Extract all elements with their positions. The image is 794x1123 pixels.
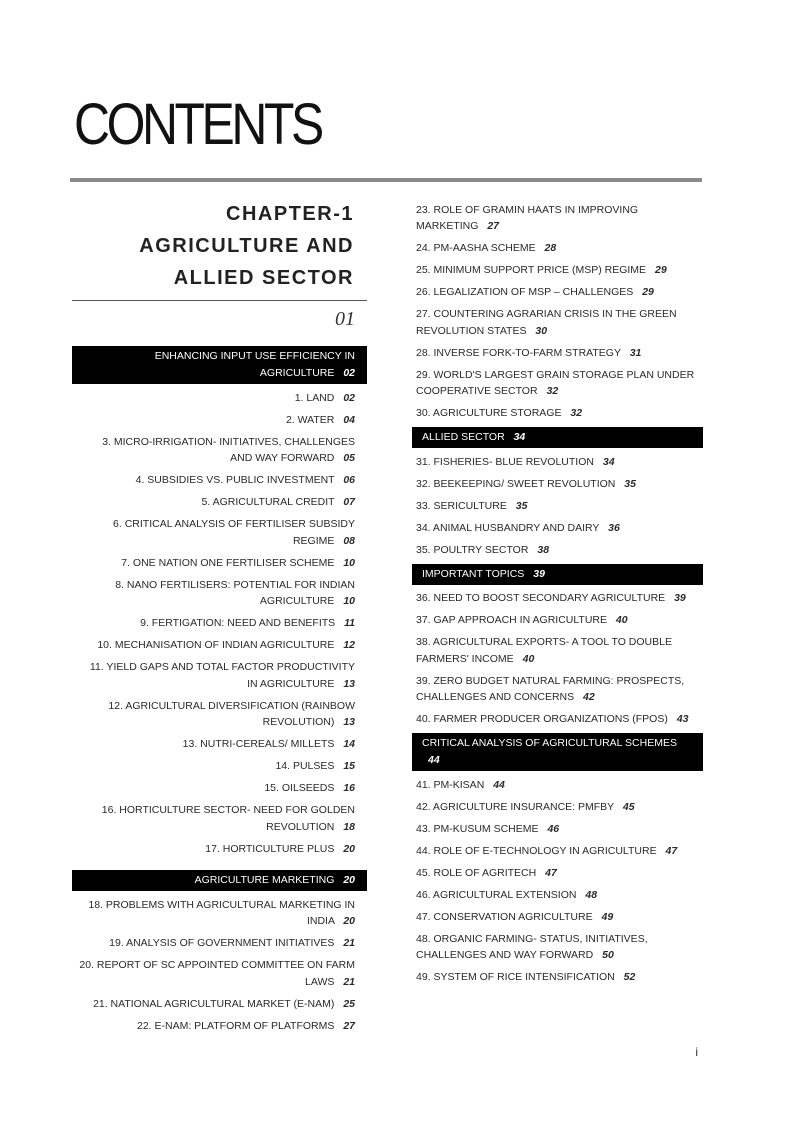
page-number: 18 [343,820,355,833]
entry-title: 37. GAP APPROACH IN AGRICULTURE [416,614,607,626]
toc-entry[interactable] [412,843,703,860]
toc-entry[interactable] [72,758,367,775]
entry-title: 34. ANIMAL HUSBANDRY AND DAIRY [416,521,600,534]
toc-entry[interactable] [72,577,367,610]
page-number: 39 [533,567,545,580]
entry-title: 3. MICRO-IRRIGATION- INITIATIVES, CHALLENGES AND WAY FORWARD [102,435,355,464]
toc-entry[interactable] [412,454,703,471]
page-number: 11 [344,617,355,629]
toc-section-header[interactable] [72,870,367,891]
page-number: 50 [602,949,614,961]
entry-title: 40. FARMER PRODUCER ORGANIZATIONS (FPOS) [416,713,668,725]
page-number: 13 [343,716,355,728]
page-number: 35 [515,499,528,512]
entry-title: 32. BEEKEEPING/ SWEET REVOLUTION [416,477,616,490]
entry-title: 4. SUBSIDIES VS. PUBLIC INVESTMENT [135,474,335,486]
toc-entry[interactable] [412,909,703,926]
page-number: 44 [428,754,440,766]
page-number: 04 [343,413,355,426]
toc-entry[interactable] [412,262,703,279]
toc-left-column [72,198,367,1040]
toc-entry[interactable] [412,634,703,667]
entry-title: 46. AGRICULTURAL EXTENSION [416,888,577,901]
entry-title: 22. E-NAM: PLATFORM OF PLATFORMS [137,1019,335,1032]
entry-title: 44. ROLE OF E-TECHNOLOGY IN AGRICULTURE [416,844,657,857]
page-number: 12 [343,639,355,651]
toc-entry[interactable] [412,590,703,607]
entry-title: 36. NEED TO BOOST SECONDARY AGRICULTURE [416,592,666,604]
page-number: 29 [654,264,667,276]
entry-title: 25. MINIMUM SUPPORT PRICE (MSP) REGIME [416,264,647,276]
page-number: 02 [343,367,355,379]
section-title: ALLIED SECTOR [422,431,505,443]
toc-entry[interactable] [412,367,703,400]
toc-left-list [72,346,367,1034]
page-number: 40 [522,652,535,665]
page-number: 05 [343,452,355,464]
entry-title: 12. AGRICULTURAL DIVERSIFICATION (RAINBOW REVOLUTION) [108,699,355,728]
toc-entry[interactable] [412,612,703,629]
toc-entry[interactable] [72,659,367,692]
entry-title: 30. AGRICULTURE STORAGE [416,407,562,419]
page-number: 36 [608,521,620,534]
entry-title: 33. SERICULTURE [416,499,507,512]
chapter-rule [72,300,367,301]
page-number: 30 [535,324,548,337]
page-number: 15 [343,760,355,772]
page-heading: CONTENTS [74,92,321,157]
toc-entry[interactable] [72,957,367,990]
toc-entry[interactable] [72,637,367,654]
page-number: 46 [547,822,560,835]
page-number: 45 [622,800,635,813]
toc-entry[interactable] [72,780,367,797]
page-number: 27 [487,220,500,232]
toc-entry[interactable] [412,799,703,816]
entry-title: 14. PULSES [275,760,335,772]
toc-entry[interactable] [412,405,703,422]
entry-title: 39. ZERO BUDGET NATURAL FARMING: PROSPECTS, CHALLENGES AND CONCERNS [416,674,685,703]
toc-entry[interactable] [412,345,703,362]
entry-title: 28. INVERSE FORK-TO-FARM STRATEGY [416,346,621,359]
page-number: 34 [602,455,615,468]
toc-entry[interactable] [72,516,367,549]
entry-title: 18. PROBLEMS WITH AGRICULTURAL MARKETING IN INDIA [88,898,355,927]
page-number: 32 [546,385,559,397]
page-number: 34 [513,431,526,443]
entry-title: 42. AGRICULTURE INSURANCE: PMFBY [416,800,614,813]
toc-entry[interactable] [412,520,703,537]
entry-title: 41. PM-KISAN [416,778,485,791]
page-number: 14 [343,738,355,750]
chapter-number: CHAPTER-1 [226,203,354,225]
chapter-page-number: 01 [335,308,355,330]
page-number: 52 [623,971,636,983]
page-number: 39 [674,592,686,604]
page-number: 49 [601,910,614,923]
section-title: ENHANCING INPUT USE EFFICIENCY IN AGRICULTURE [154,350,355,379]
page-number: 32 [570,407,583,419]
toc-entry[interactable] [72,472,367,489]
toc-entry[interactable] [412,931,703,964]
page-number: 29 [642,286,654,298]
page-number: 20 [343,874,355,886]
entry-title: 24. PM-AASHA SCHEME [416,242,536,254]
entry-title: 47. CONSERVATION AGRICULTURE [416,910,593,923]
page-number: 06 [343,474,355,486]
toc-entry[interactable] [412,476,703,493]
page-number: 35 [624,477,636,490]
page-number: 47 [545,866,557,879]
toc-entry[interactable] [412,777,703,794]
entry-title: 43. PM-KUSUM SCHEME [416,822,539,835]
page-number: 10 [343,556,355,569]
page-number: 42 [583,691,595,703]
entry-title: 13. NUTRI-CEREALS/ MILLETS [182,738,335,750]
toc-entry[interactable] [72,802,367,835]
toc-entry[interactable] [412,284,703,301]
toc-entry[interactable] [412,673,703,706]
entry-title: 1. LAND [294,391,335,404]
page-number: 28 [544,242,557,254]
toc-entry[interactable] [72,841,367,858]
section-title: CRITICAL ANALYSIS OF AGRICULTURAL SCHEMES [422,737,677,749]
toc-section-header[interactable] [412,427,703,448]
toc-section-header[interactable] [72,346,367,384]
toc-entry[interactable] [412,202,703,235]
toc-entry[interactable] [72,935,367,952]
entry-title: 8. NANO FERTILISERS: POTENTIAL FOR INDIAN AGRICULTURE [115,578,355,607]
entry-title: 2. WATER [285,413,335,426]
toc-entry[interactable] [72,736,367,753]
heading-rule [70,178,702,182]
toc-right-column [412,196,703,991]
toc-entry[interactable] [412,306,703,339]
page-number: 25 [343,997,355,1010]
entry-title: 15. OILSEEDS [264,782,335,794]
toc-entry[interactable] [72,615,367,632]
entry-title: 23. ROLE OF GRAMIN HAATS IN IMPROVING MARKETING [416,203,639,232]
page-number: 20 [343,842,355,855]
page-number: 40 [615,614,628,626]
toc-entry[interactable] [412,865,703,882]
entry-title: 21. NATIONAL AGRICULTURAL MARKET (E-NAM) [93,997,335,1010]
toc-entry[interactable] [412,969,703,986]
toc-entry[interactable] [72,698,367,731]
entry-title: 16. HORTICULTURE SECTOR- NEED FOR GOLDEN REVOLUTION [101,804,355,833]
page-number: 47 [665,844,678,857]
toc-entry[interactable] [412,498,703,515]
toc-entry[interactable] [72,555,367,572]
toc-entry[interactable] [412,711,703,728]
entry-title: 20. REPORT OF SC APPOINTED COMMITTEE ON FARM LAWS [79,959,355,988]
entry-title: 19. ANALYSIS OF GOVERNMENT INITIATIVES [109,937,335,949]
entry-title: 27. COUNTERING AGRARIAN CRISIS IN THE GREEN REVOLUTION STATES [416,308,677,337]
toc-entry[interactable] [72,897,367,930]
entry-title: 48. ORGANIC FARMING- STATUS, INITIATIVES, CHALLENGES AND WAY FORWARD [416,932,648,961]
section-title: IMPORTANT TOPICS [422,567,525,580]
entry-title: 11. YIELD GAPS AND TOTAL FACTOR PRODUCTIVITY IN AGRICULTURE [89,661,355,690]
page-number: 38 [537,543,550,556]
page-number: 16 [343,782,355,794]
chapter-title-line-2: ALLIED SECTOR [173,267,354,289]
toc-entry[interactable] [72,996,367,1013]
entry-title: 17. HORTICULTURE PLUS [205,842,335,855]
page-number: 27 [343,1019,355,1032]
toc-entry[interactable] [412,240,703,257]
toc-section-header[interactable] [412,733,703,771]
page-number: 02 [343,391,355,404]
folio: i [695,1045,698,1059]
toc-entry[interactable] [412,542,703,559]
toc-entry[interactable] [412,887,703,904]
chapter-title-line-1: AGRICULTURE AND [139,235,354,257]
toc-section-header[interactable] [412,564,703,585]
chapter-heading [72,198,367,294]
toc-entry[interactable] [412,821,703,838]
entry-title: 45. ROLE OF AGRITECH [416,866,537,879]
entry-title: 26. LEGALIZATION OF MSP – CHALLENGES [416,286,634,298]
entry-title: 7. ONE NATION ONE FERTILISER SCHEME [121,556,335,569]
page-number: 13 [343,677,355,690]
toc-entry[interactable] [72,412,367,429]
entry-title: 38. AGRICULTURAL EXPORTS- A TOOL TO DOUBLE FARMERS' INCOME [416,636,672,665]
page-number: 44 [493,778,505,791]
page-number: 07 [343,496,355,508]
entry-title: 10. MECHANISATION OF INDIAN AGRICULTURE [97,639,335,651]
entry-title: 5. AGRICULTURAL CREDIT [201,496,335,508]
entry-title: 6. CRITICAL ANALYSIS OF FERTILISER SUBSIDY REGIME [113,518,355,547]
toc-entry[interactable] [72,1018,367,1035]
entry-title: 35. POULTRY SECTOR [416,543,529,556]
entry-title: 9. FERTIGATION: NEED AND BENEFITS [140,617,336,629]
page-number: 21 [343,975,355,988]
page-number: 21 [343,937,355,949]
page-number: 10 [343,595,355,607]
toc-right-list [412,202,703,986]
entry-title: 31. FISHERIES- BLUE REVOLUTION [416,455,594,468]
page-number: 08 [343,534,355,547]
page-number: 43 [676,713,689,725]
entry-title: 49. SYSTEM OF RICE INTENSIFICATION [416,971,615,983]
entry-title: 29. WORLD'S LARGEST GRAIN STORAGE PLAN UNDER COOPERATIVE SECTOR [416,368,695,397]
toc-entry[interactable] [72,434,367,467]
toc-entry[interactable] [72,494,367,511]
toc-entry[interactable] [72,390,367,407]
section-title: AGRICULTURE MARKETING [194,874,335,886]
page-number: 20 [343,915,355,927]
page-number: 48 [585,888,598,901]
page-number: 31 [629,346,642,359]
